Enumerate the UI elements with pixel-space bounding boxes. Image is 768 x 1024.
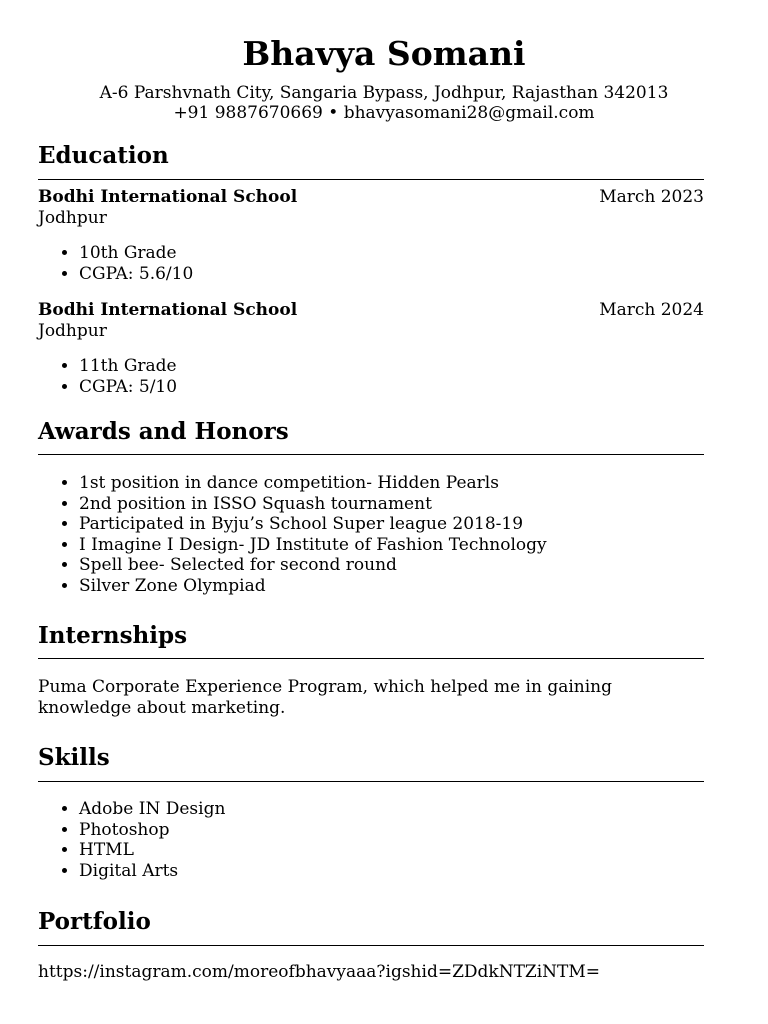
awards-list [38,473,699,596]
list-item: • I Imagine I Design- JD Institute of Fashion Technology [79,535,699,556]
awards-divider [38,454,704,455]
portfolio-link[interactable]: https://instagram.com/moreofbhavyaaa?igshid=ZDdkNTZiNTM= [38,962,601,982]
education-location: Jodhpur [38,321,107,341]
institution-name: Bodhi International School [38,300,298,320]
awards-heading: Awards and Honors [38,418,289,445]
internship-description: Puma Corporate Experience Program, which helped me in gaining knowledge about marketing. [38,677,612,718]
list-item: • Silver Zone Olympiad [79,576,699,597]
list-item: • Adobe IN Design [79,799,699,820]
list-item: • 2nd position in ISSO Squash tournament [79,494,699,515]
list-item: • Photoshop [79,820,699,841]
education-heading: Education [38,142,169,169]
list-item: • 10th Grade [79,243,699,264]
address-line: A-6 Parshvnath City, Sangaria Bypass, Jodhpur, Rajasthan 342013 [99,83,669,103]
education-entry-1-details [38,243,699,284]
education-location: Jodhpur [38,208,107,228]
list-item: • Spell bee- Selected for second round [79,555,699,576]
list-item: • 1st position in dance competition- Hidden Pearls [79,473,699,494]
list-item: • Digital Arts [79,861,699,882]
institution-name: Bodhi International School [38,187,298,207]
internships-divider [38,658,704,659]
education-entry-1-header [38,187,704,207]
phone-email-line: +91 9887670669 • bhavyasomani28@gmail.com [173,103,595,123]
education-date: March 2023 [599,187,704,207]
candidate-name: Bhavya Somani [242,34,526,73]
list-item: • HTML [79,840,699,861]
skills-divider [38,781,704,782]
education-date: March 2024 [599,300,704,320]
portfolio-heading: Portfolio [38,908,151,935]
list-item: • CGPA: 5/10 [79,377,699,398]
skills-heading: Skills [38,744,110,771]
education-entry-2-header [38,300,704,320]
list-item: • 11th Grade [79,356,699,377]
education-entry-2-details [38,356,699,397]
education-divider [38,179,704,180]
list-item: • Participated in Byju’s School Super league 2018-19 [79,514,699,535]
list-item: • CGPA: 5.6/10 [79,264,699,285]
skills-list [38,799,699,881]
internships-heading: Internships [38,622,188,649]
portfolio-divider [38,945,704,946]
